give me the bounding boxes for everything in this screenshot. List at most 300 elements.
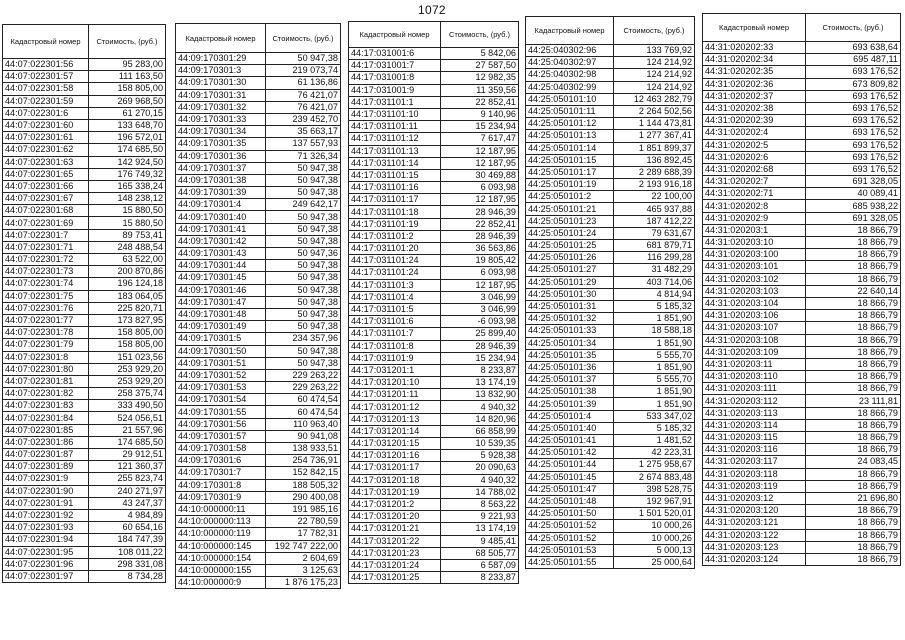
table-row [526,471,695,483]
table-row [349,511,519,523]
cost-cell: 196 572,01 [89,132,166,144]
cost-cell: 15 234,94 [441,352,519,364]
cadastral-number-cell: 44:31:020203:12 [703,492,806,504]
table-row [526,520,695,532]
cadastral-number-cell: 44:07:022301:87 [3,449,89,461]
cost-cell: 10 539,35 [441,438,519,450]
table-row [703,115,901,127]
cost-cell: 27 587,50 [441,60,519,72]
cost-cell: 13 174,19 [441,377,519,389]
cadastral-number-cell: 44:07:022301:73 [3,266,89,278]
cadastral-number-cell: 44:17:031201:18 [349,474,441,486]
cadastral-number-cell: 44:25:050101:44 [526,459,614,471]
cadastral-number-cell: 44:07:022301:60 [3,119,89,131]
cost-cell: 42 223,31 [614,447,695,459]
cadastral-number-cell: 44:31:020202:71 [703,188,806,200]
cadastral-number-cell: 44:17:031101:19 [349,218,441,230]
cadastral-number-cell: 44:07:022301:90 [3,485,89,497]
table-row [703,492,901,504]
cost-cell: 10 000,26 [614,532,695,544]
cost-cell: 1 851,90 [614,337,695,349]
cadastral-number-cell: 44:17:031101:16 [349,182,441,194]
cadastral-number-cell: 44:31:020203:114 [703,419,806,431]
table-row [176,503,341,515]
cadastral-number-cell: 44:17:031201:16 [349,450,441,462]
cadastral-number-cell: 44:09:170301:34 [176,126,266,138]
table-row [526,386,695,398]
table-row [349,291,519,303]
cadastral-number-cell: 44:07:022301:93 [3,522,89,534]
cadastral-number-cell: 44:25:050101:11 [526,105,614,117]
cadastral-number-cell: 44:07:022301:78 [3,327,89,339]
cadastral-number-cell: 44:09:170301:48 [176,308,266,320]
table-row [526,410,695,422]
cost-cell: 18 866,79 [806,249,901,261]
table-row [526,508,695,520]
cadastral-number-cell: 44:31:020202:39 [703,115,806,127]
cadastral-number-cell: 44:17:031201:11 [349,389,441,401]
cadastral-number-cell: 44:17:031101:13 [349,145,441,157]
table-row [176,89,341,101]
cadastral-number-cell: 44:31:020203:124 [703,553,806,565]
cadastral-number-cell: 44:07:022301:61 [3,132,89,144]
cadastral-number-cell: 44:09:170301:6 [176,455,266,467]
cadastral-number-cell: 44:31:020202:36 [703,78,806,90]
table-row [3,424,166,436]
cost-cell: 28 946,39 [441,340,519,352]
cadastral-number-cell: 44:31:020203:102 [703,273,806,285]
table-row [176,333,341,345]
cadastral-number-cell: 44:25:050101:50 [526,508,614,520]
cadastral-number-cell: 44:25:050101:53 [526,544,614,556]
cadastral-number-cell: 44:31:020203:109 [703,346,806,358]
header-cadastral-number: Кадастровый номер [3,25,89,59]
cadastral-number-cell: 44:07:022301:96 [3,558,89,570]
table-row [176,357,341,369]
cost-cell: -6 093,98 [441,316,519,328]
table-row [703,310,901,322]
cost-cell: 18 866,79 [806,419,901,431]
cadastral-number-cell: 44:25:050101:2 [526,191,614,203]
table-row [703,346,901,358]
cadastral-number-cell: 44:31:020202:9 [703,212,806,224]
table-row [3,339,166,351]
table-row [526,191,695,203]
cadastral-number-cell: 44:07:022301:57 [3,71,89,83]
cost-cell: 23 111,81 [806,395,901,407]
cost-cell: 9 221,93 [441,511,519,523]
cadastral-number-cell: 44:17:031101:20 [349,243,441,255]
cost-cell: 6 093,98 [441,182,519,194]
table-row [703,54,901,66]
cost-cell: 60 654,16 [89,522,166,534]
table-row [176,138,341,150]
table-row [3,327,166,339]
table-row [703,444,901,456]
cost-cell: 254 736,91 [266,455,341,467]
table-row [3,180,166,192]
cadastral-number-cell: 44:07:022301:80 [3,363,89,375]
table-row [176,248,341,260]
cost-cell: 12 187,95 [441,157,519,169]
table-row [3,412,166,424]
table-row [526,276,695,288]
cadastral-number-cell: 44:17:031201:10 [349,377,441,389]
table-row [703,395,901,407]
table-row [526,288,695,300]
cadastral-number-cell: 44:09:170301:31 [176,89,266,101]
table-row [349,316,519,328]
cost-cell: 158 805,00 [89,339,166,351]
cost-cell: 21 557,96 [89,424,166,436]
cadastral-number-cell: 44:09:170301:37 [176,162,266,174]
cost-cell: 90 941,08 [266,430,341,442]
cost-cell: 3 046,99 [441,303,519,315]
cost-cell: 685 938,22 [806,200,901,212]
cadastral-number-cell: 44:25:050101:17 [526,166,614,178]
cost-cell: 10 000,26 [614,520,695,532]
cost-cell: 298 331,08 [89,558,166,570]
table-row [703,66,901,78]
cadastral-number-cell: 44:25:040302:99 [526,81,614,93]
cadastral-number-cell: 44:17:031201:17 [349,462,441,474]
cost-cell: 137 557,93 [266,138,341,150]
table-row [526,154,695,166]
cost-cell: 693 176,52 [806,163,901,175]
table-row [703,432,901,444]
cost-cell: 25 899,40 [441,328,519,340]
cost-cell: 1 876 175,23 [266,577,341,589]
cost-cell: 229 263,22 [266,369,341,381]
table-row [176,77,341,89]
cadastral-number-cell: 44:07:022301:71 [3,241,89,253]
cost-cell: 68 505,77 [441,547,519,559]
cadastral-number-cell: 44:17:031101:10 [349,108,441,120]
table-row [703,285,901,297]
table-row [176,174,341,186]
table-row [3,132,166,144]
cadastral-number-cell: 44:09:170301:50 [176,345,266,357]
table-row [349,182,519,194]
cadastral-number-cell: 44:31:020203:101 [703,261,806,273]
cadastral-number-cell: 44:07:022301:72 [3,254,89,266]
cost-cell: 1 851,90 [614,398,695,410]
cadastral-number-cell: 44:25:050101:25 [526,240,614,252]
cost-cell: 12 187,95 [441,194,519,206]
table-row [176,528,341,540]
table-row [526,93,695,105]
cadastral-number-cell: 44:17:031001:6 [349,48,441,60]
table-row [349,438,519,450]
cadastral-number-cell: 44:17:031101:24 [349,255,441,267]
table-row [3,522,166,534]
table-row [176,382,341,394]
cost-cell: 50 947,38 [266,53,341,65]
table-row [3,461,166,473]
cadastral-number-cell: 44:25:050101:31 [526,300,614,312]
cost-cell: 1 275 958,67 [614,459,695,471]
cost-cell: 15 880,50 [89,217,166,229]
table-row [3,290,166,302]
cost-cell: 1 851,90 [614,386,695,398]
table-row [526,45,695,57]
table-row [3,205,166,217]
cost-cell: 5 000,13 [614,544,695,556]
cost-cell: 1 481,52 [614,435,695,447]
cost-cell: 13 174,19 [441,523,519,535]
cadastral-number-cell: 44:17:031201:19 [349,486,441,498]
cost-cell: 165 338,24 [89,180,166,192]
cost-cell: 18 866,79 [806,529,901,541]
table-row [349,133,519,145]
table-row [349,255,519,267]
cadastral-number-cell: 44:17:031201:12 [349,401,441,413]
cadastral-number-cell: 44:25:050101:12 [526,118,614,130]
cost-cell: 5 842,06 [441,48,519,60]
cost-cell: 234 357,96 [266,333,341,345]
cost-cell: 40 089,41 [806,188,901,200]
cadastral-number-cell: 44:17:031101:1 [349,96,441,108]
table-row [3,107,166,119]
cost-cell: 22 852,41 [441,96,519,108]
cost-cell: 14 820,96 [441,413,519,425]
table-row [176,321,341,333]
cadastral-number-cell: 44:17:031201:25 [349,572,441,584]
cadastral-number-cell: 44:25:050101:33 [526,325,614,337]
cost-cell: 18 866,79 [806,444,901,456]
cost-cell: 2 674 883,48 [614,471,695,483]
cost-cell: 124 214,92 [614,57,695,69]
cost-cell: 290 400,08 [266,491,341,503]
cost-cell: 269 968,50 [89,95,166,107]
cadastral-number-cell: 44:25:050101:35 [526,349,614,361]
cadastral-number-cell: 44:25:050101:41 [526,435,614,447]
cost-cell: 2 604,69 [266,552,341,564]
cadastral-number-cell: 44:09:170301:4 [176,199,266,211]
cost-cell: 50 947,38 [266,260,341,272]
cost-cell: 8 563,22 [441,498,519,510]
table-row [703,237,901,249]
table-row [3,217,166,229]
table-row [526,118,695,130]
table-row [3,534,166,546]
cadastral-number-cell: 44:07:022301:79 [3,339,89,351]
table-row [703,505,901,517]
cost-cell: 248 488,54 [89,241,166,253]
cost-cell: 35 663,17 [266,126,341,138]
cadastral-number-cell: 44:07:022301:74 [3,278,89,290]
cadastral-number-cell: 44:09:170301:30 [176,77,266,89]
cost-cell: 71 326,34 [266,150,341,162]
cost-cell: 18 866,79 [806,553,901,565]
cost-cell: 9 485,41 [441,535,519,547]
table-row [176,540,341,552]
cadastral-number-cell: 44:17:031101:14 [349,157,441,169]
table-row [703,529,901,541]
cadastral-number-cell: 44:09:170301:38 [176,174,266,186]
cost-cell: 50 947,36 [266,248,341,260]
table-row [176,150,341,162]
table-row [526,361,695,373]
table-row [176,418,341,430]
cadastral-number-cell: 44:07:022301:59 [3,95,89,107]
cost-cell: 15 880,50 [89,205,166,217]
cadastral-number-cell: 44:17:031201:20 [349,511,441,523]
cost-cell: 183 064,05 [89,290,166,302]
cost-cell: 79 631,67 [614,227,695,239]
cost-cell: 174 685,50 [89,436,166,448]
cadastral-number-cell: 44:17:031101:7 [349,328,441,340]
cadastral-number-cell: 44:25:050101:45 [526,471,614,483]
cadastral-number-cell: 44:09:170301:8 [176,479,266,491]
cadastral-number-cell: 44:09:170301:52 [176,369,266,381]
cost-cell: 28 946,39 [441,230,519,242]
cost-cell: 12 187,95 [441,279,519,291]
cadastral-number-cell: 44:31:020203:107 [703,322,806,334]
cost-cell: 111 163,50 [89,71,166,83]
cadastral-number-cell: 44:25:050101:29 [526,276,614,288]
table-row [349,48,519,60]
table-row [349,243,519,255]
cadastral-number-cell: 44:25:050101:30 [526,288,614,300]
table-row [526,105,695,117]
table-row [703,322,901,334]
table-row [176,491,341,503]
header-cost: Стоимость, (руб.) [89,25,166,59]
cadastral-number-cell: 44:31:020202:4 [703,127,806,139]
cadastral-number-cell: 44:17:031101:24 [349,267,441,279]
cadastral-number-cell: 44:25:050101:13 [526,130,614,142]
cadastral-number-cell: 44:17:031001:8 [349,72,441,84]
table-row [703,224,901,236]
cost-cell: 28 946,39 [441,206,519,218]
cadastral-number-cell: 44:09:170301:43 [176,248,266,260]
cadastral-number-cell: 44:25:050101:21 [526,203,614,215]
cost-cell: 18 866,79 [806,310,901,322]
table-row [349,523,519,535]
table-row [176,65,341,77]
cadastral-number-cell: 44:09:170301:33 [176,113,266,125]
cadastral-number-cell: 44:31:020203:115 [703,432,806,444]
table-row [703,297,901,309]
cost-cell: 15 234,94 [441,121,519,133]
cadastral-number-cell: 44:09:170301:54 [176,394,266,406]
cost-cell: 18 866,79 [806,468,901,480]
cost-cell: 142 924,50 [89,156,166,168]
table-row [349,462,519,474]
cost-cell: 5 555,70 [614,374,695,386]
cost-cell: 239 452,70 [266,113,341,125]
cadastral-number-cell: 44:10:000000:9 [176,577,266,589]
table-row [349,425,519,437]
table-row [703,90,901,102]
cadastral-number-cell: 44:17:031101:18 [349,206,441,218]
cadastral-number-cell: 44:09:170301:41 [176,223,266,235]
table-row [703,407,901,419]
cost-cell: 18 866,79 [806,237,901,249]
cadastral-table-col-2 [175,23,341,589]
cost-cell: 673 809,82 [806,78,901,90]
table-row [176,369,341,381]
table-row [349,145,519,157]
table-row [3,546,166,558]
cost-cell: 18 866,79 [806,224,901,236]
cost-cell: 200 870,86 [89,266,166,278]
cost-cell: 691 328,05 [806,176,901,188]
cadastral-number-cell: 44:09:170301:57 [176,430,266,442]
table-row [703,42,901,54]
cost-cell: 50 947,38 [266,174,341,186]
cost-cell: 4 814,94 [614,288,695,300]
table-row [3,193,166,205]
table-row [526,337,695,349]
cadastral-number-cell: 44:31:020202:7 [703,176,806,188]
table-row [349,352,519,364]
cadastral-number-cell: 44:07:022301:84 [3,412,89,424]
table-row [349,498,519,510]
table-row [526,252,695,264]
cadastral-number-cell: 44:25:050101:42 [526,447,614,459]
cadastral-number-cell: 44:31:020202:6 [703,151,806,163]
table-row [3,314,166,326]
cadastral-number-cell: 44:09:170301:44 [176,260,266,272]
cadastral-number-cell: 44:17:031101:17 [349,194,441,206]
cost-cell: 17 782,31 [266,528,341,540]
cadastral-number-cell: 44:25:050101:32 [526,313,614,325]
cost-cell: 18 866,79 [806,334,901,346]
cost-cell: 693 176,52 [806,102,901,114]
cadastral-number-cell: 44:09:170301:39 [176,187,266,199]
table-row [3,436,166,448]
cost-cell: 4 940,32 [441,401,519,413]
cost-cell: 229 263,22 [266,382,341,394]
cost-cell: 6 093,98 [441,267,519,279]
table-row [349,340,519,352]
table-row [3,119,166,131]
table-row [349,96,519,108]
cadastral-number-cell: 44:09:170301:35 [176,138,266,150]
cadastral-number-cell: 44:10:000000:113 [176,516,266,528]
cost-cell: 333 490,50 [89,400,166,412]
cost-cell: 184 747,39 [89,534,166,546]
table-row [703,468,901,480]
table-row [3,570,166,582]
table-row [176,455,341,467]
table-row [349,401,519,413]
table-row [176,235,341,247]
cadastral-number-cell: 44:31:020203:10 [703,237,806,249]
table-row [176,272,341,284]
cadastral-number-cell: 44:17:031201:14 [349,425,441,437]
cost-cell: 693 176,52 [806,151,901,163]
table-row [176,53,341,65]
cadastral-number-cell: 44:10:000000:155 [176,564,266,576]
cadastral-number-cell: 44:07:022301:66 [3,180,89,192]
cadastral-number-cell: 44:31:020203:11 [703,358,806,370]
table-row [703,176,901,188]
cost-cell: 151 023,56 [89,351,166,363]
table-row [526,227,695,239]
cadastral-number-cell: 44:31:020202:68 [703,163,806,175]
cadastral-number-cell: 44:17:031201:23 [349,547,441,559]
cadastral-number-cell: 44:25:050101:15 [526,154,614,166]
cadastral-number-cell: 44:07:022301:56 [3,59,89,71]
cadastral-number-cell: 44:09:170301:42 [176,235,266,247]
cadastral-number-cell: 44:31:020203:1 [703,224,806,236]
cost-cell: 136 892,45 [614,154,695,166]
cadastral-number-cell: 44:07:022301:86 [3,436,89,448]
cadastral-number-cell: 44:25:050101:47 [526,483,614,495]
